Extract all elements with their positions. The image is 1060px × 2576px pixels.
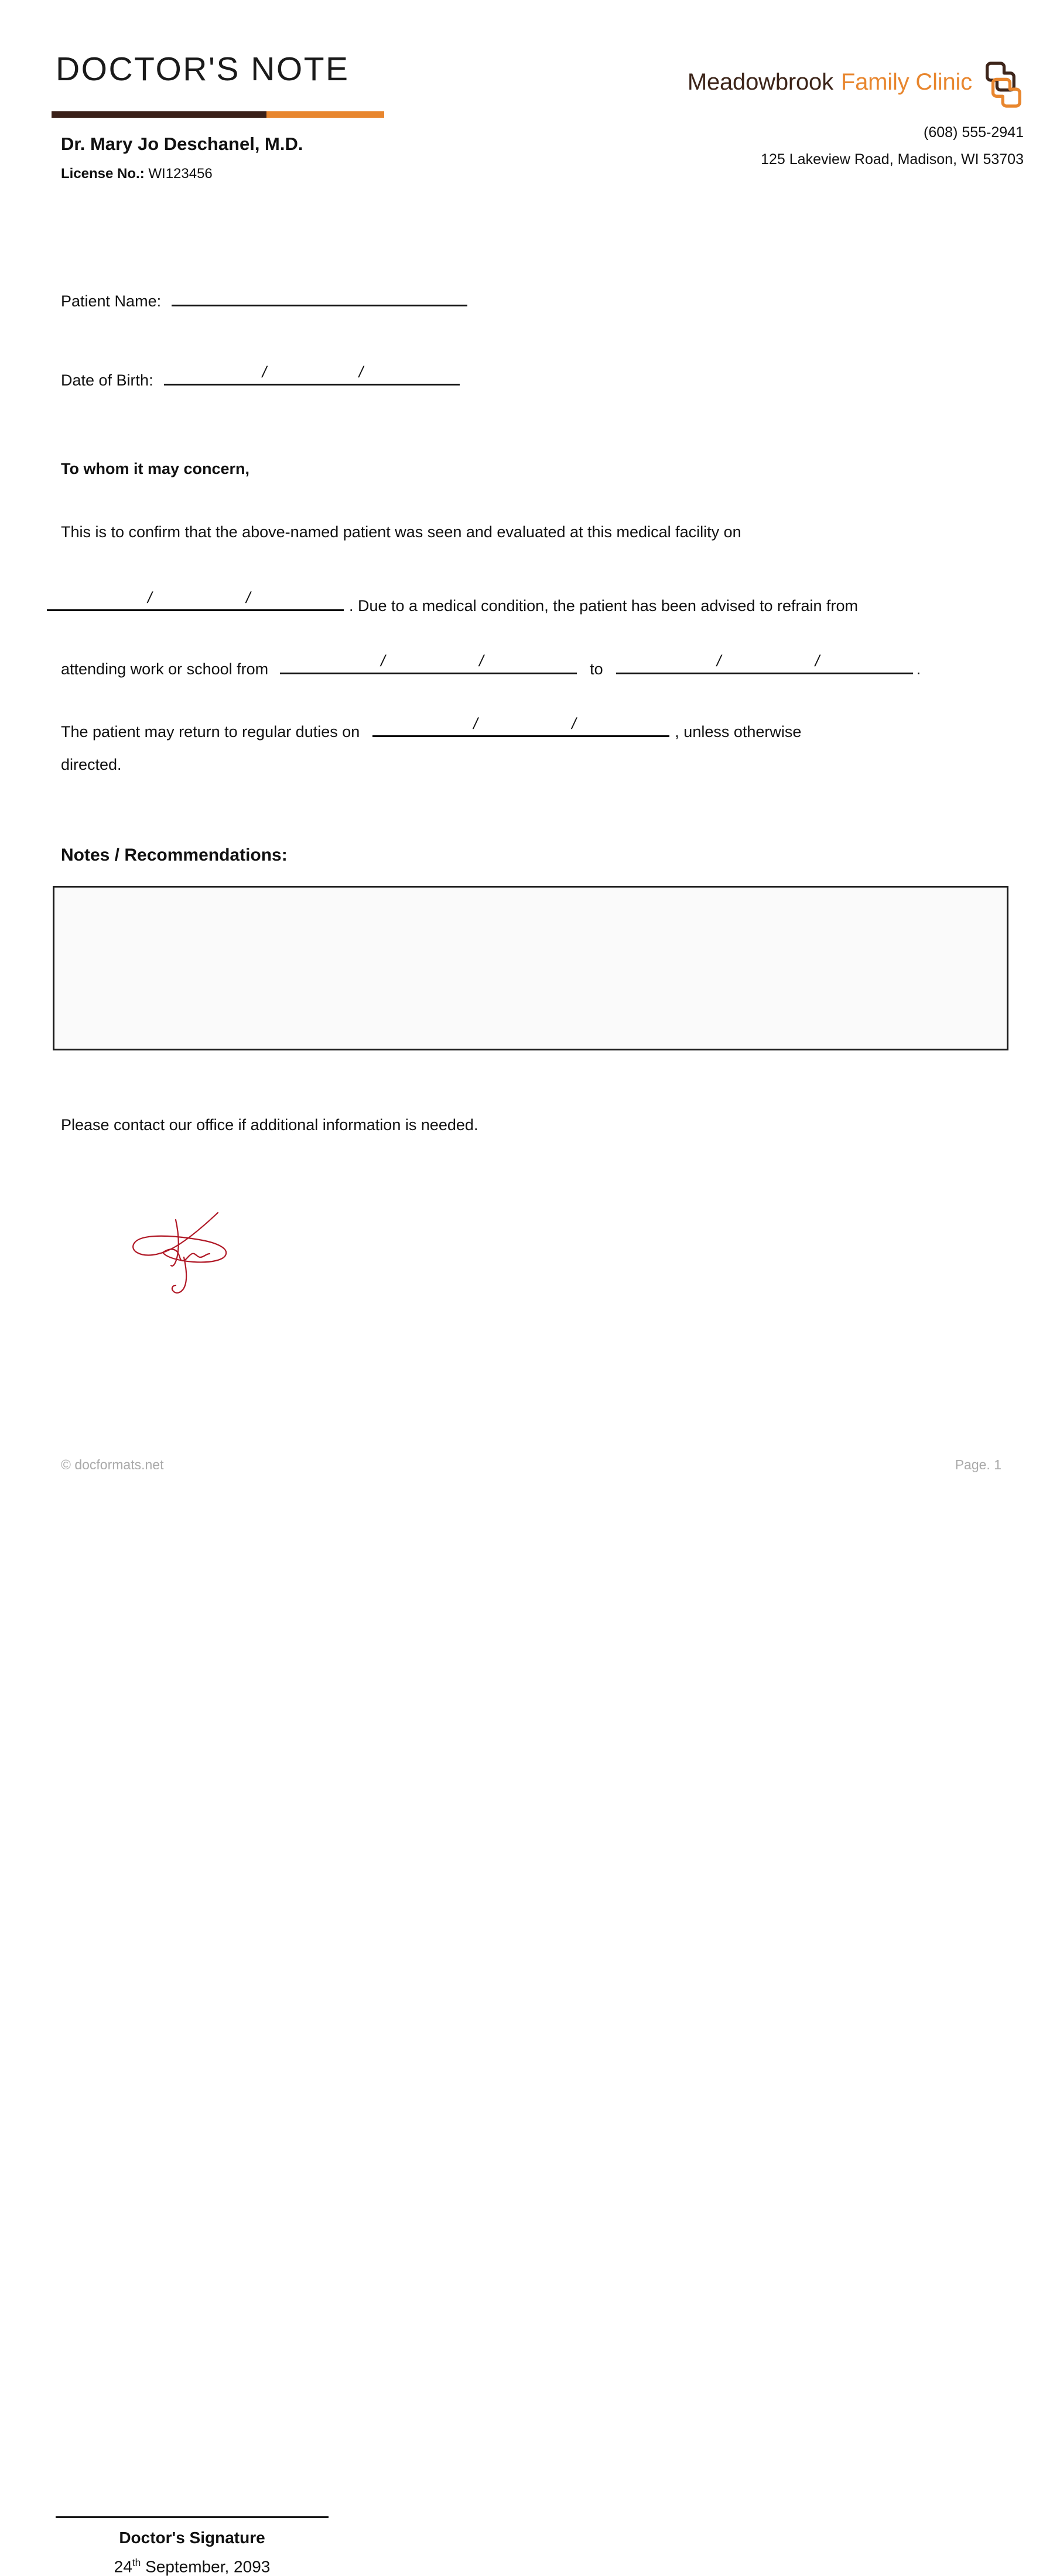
footer-page-number: Page. 1 [955,1457,1001,1472]
clinic-address: 125 Lakeview Road, Madison, WI 53703 [761,151,1024,168]
signature-caption: Doctor's Signature [119,2529,265,2547]
date-of-birth-input[interactable] [164,360,460,385]
body-line-1: This is to confirm that the above-named patient was seen and evaluated at this medical facility on [61,523,741,541]
body-line-2-tail: . Due to a medical condition, the patient has been advised to refrain from [349,597,859,615]
date-separator-icon: / [815,652,820,670]
body-line-4-tail: , unless otherwise [675,723,802,741]
header-divider-rule [52,111,384,118]
rule-segment-accent [266,111,384,118]
date-separator-icon: / [262,363,267,381]
signature-date-day: 24 [114,2557,132,2576]
date-separator-icon: / [381,652,385,670]
patient-name-input[interactable] [172,281,467,306]
license-row [61,166,213,182]
date-separator-icon: / [148,589,152,606]
license-label: License No.: [61,166,145,182]
body-line-4 [61,712,801,741]
medical-cross-icon [979,60,1024,104]
body-line-2 [47,586,858,615]
absence-from-label: attending work or school from [61,660,269,678]
signature-date [56,2557,329,2576]
license-value: WI123456 [148,166,213,182]
return-date-input[interactable] [372,712,669,737]
date-separator-icon: / [246,589,251,606]
date-separator-icon: / [473,715,478,732]
date-of-birth-field [61,360,460,390]
notes-textarea[interactable] [53,886,1008,1050]
date-separator-icon: / [572,715,576,732]
notes-heading: Notes / Recommendations: [61,845,288,865]
page-header [0,0,1060,193]
signature-date-rest: September, 2093 [141,2557,271,2576]
salutation: To whom it may concern, [61,460,250,477]
rule-segment-dark [52,111,266,118]
page-title: DOCTOR'S NOTE [56,50,350,88]
clinic-name-primary: Meadowbrook [687,69,833,95]
signature-line [56,2516,329,2518]
date-of-birth-label: Date of Birth: [61,371,153,389]
return-duties-label: The patient may return to regular duties on [61,723,360,741]
body-line-3-tail: . [916,660,921,678]
signature-mark [117,1207,287,1298]
clinic-phone: (608) 555-2941 [924,124,1024,141]
footer-copyright: © docformats.net [61,1457,164,1472]
absence-start-date-input[interactable] [280,649,577,674]
closing-line: Please contact our office if additional information is needed. [61,1116,478,1134]
date-separator-icon: / [358,363,364,381]
absence-to-label: to [590,660,603,678]
date-separator-icon: / [716,652,722,670]
absence-end-date-input[interactable] [616,649,913,674]
signature-date-ordinal: th [132,2557,141,2568]
visit-date-input[interactable] [47,586,344,611]
body-line-5: directed. [61,756,122,773]
clinic-name-secondary: Family Clinic [840,69,972,95]
patient-name-label: Patient Name: [61,292,162,310]
patient-name-field [61,281,467,311]
date-separator-icon: / [479,652,484,670]
doctor-name: Dr. Mary Jo Deschanel, M.D. [61,134,303,154]
body-line-3 [61,649,921,678]
clinic-logo [688,60,1024,104]
